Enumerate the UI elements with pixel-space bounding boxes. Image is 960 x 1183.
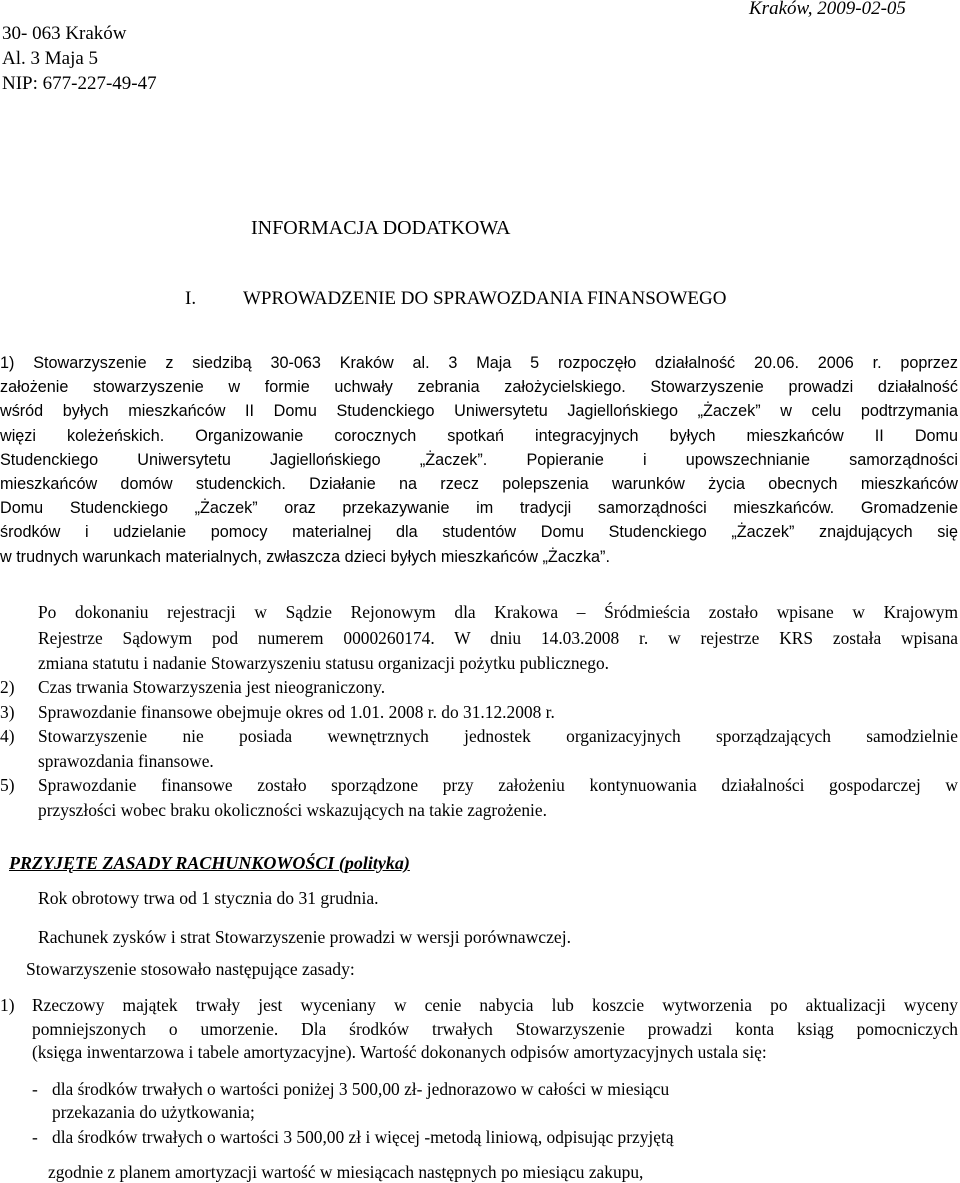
dash-item: - dla środków trwałych o wartości 3 500,00 zł i więcej -metodą liniową, odpisując przyjętą: [32, 1127, 674, 1147]
paragraph-line: założenie stowarzyszenie w formie uchwały zebrania założycielskiego. Stowarzyszenie prowadzi działalność: [0, 378, 958, 397]
list-item: [0, 675, 958, 700]
fiscal-year-line: Rok obrotowy trwa od 1 stycznia do 31 grudnia.: [38, 888, 379, 908]
list-item: [0, 724, 958, 773]
document-title: INFORMACJA DODATKOWA: [251, 217, 511, 239]
list-item: [0, 773, 958, 822]
paragraph-line: zmiana statutu i nadanie Stowarzyszeniu statusu organizacji pożytku publicznego.: [38, 653, 609, 673]
item-text: Stowarzyszenie nie posiada wewnętrznych jednostek organizacyjnych sporządzających samodzielnie: [38, 726, 958, 746]
address-line-2: Al. 3 Maja 5: [2, 48, 99, 69]
numbered-list: [0, 675, 958, 822]
policy-heading: PRZYJĘTE ZASADY RACHUNKOWOŚCI (polityka): [9, 853, 410, 873]
paragraph-line: 1) Stowarzyszenie z siedzibą 30-063 Kraków al. 3 Maja 5 rozpoczęło działalność 20.06. 2006 r. poprzez: [0, 354, 958, 372]
registration-paragraph: [38, 600, 958, 677]
paragraph-line: Domu Studenckiego „Żaczek” oraz przekazywanie im tradycji samorządności mieszkańców. Gromadzenie: [0, 499, 958, 518]
paragraph-line: mieszkańców domów studenckich. Działanie na rzecz polepszenia warunków życia obecnych mieszkańców: [0, 475, 958, 494]
item-text: (księga inwentarzowa i tabele amortyzacyjne). Wartość dokonanych odpisów amortyzacyjnych ustala się:: [32, 1042, 767, 1062]
item-number: 5): [0, 775, 15, 795]
nip-number: NIP: 677-227-49-47: [2, 73, 157, 94]
dash-continuation: zgodnie z planem amortyzacji wartość w miesiącach następnych po miesiącu zakupu,: [48, 1162, 644, 1182]
principles-intro: Stowarzyszenie stosowało następujące zasady:: [26, 959, 355, 979]
document-date: Kraków, 2009-02-05: [749, 0, 906, 19]
section-heading: WPROWADZENIE DO SPRAWOZDANIA FINANSOWEGO: [243, 288, 727, 309]
policy-item: [0, 994, 958, 1065]
item-number: 2): [0, 677, 15, 697]
item-text: Sprawozdanie finansowe obejmuje okres od 1.01. 2008 r. do 31.12.2008 r.: [38, 701, 555, 722]
section-number: I.: [185, 288, 197, 309]
intro-paragraph: [0, 351, 958, 569]
item-text: pomniejszonych o umorzenie. Dla środków trwałych Stowarzyszenie prowadzi konta ksiąg pomocniczych: [32, 1018, 958, 1039]
paragraph-line: Rejestrze Sądowym pod numerem 0000260174. W dniu 14.03.2008 r. w rejestrze KRS została wpisana: [38, 627, 958, 648]
item-number: 4): [0, 726, 15, 746]
address-line-1: 30- 063 Kraków: [2, 23, 127, 44]
list-item: [0, 700, 958, 725]
paragraph-line: w trudnych warunkach materialnych, zwłaszcza dzieci byłych mieszkańców „Żaczka”.: [0, 547, 610, 566]
paragraph-line: środków i udzielanie pomocy materialnej dla studentów Domu Studenckiego „Żaczek” znajdujących się: [0, 523, 958, 542]
item-number: 3): [0, 701, 15, 722]
income-statement-line: Rachunek zysków i strat Stowarzyszenie prowadzi w wersji porównawczej.: [38, 927, 572, 947]
dash-text: dla środków trwałych o wartości poniżej 3 500,00 zł- jednorazowo w całości w miesiącu: [52, 1079, 670, 1099]
item-text: przyszłości wobec braku okoliczności wskazujących na takie zagrożenie.: [38, 799, 547, 820]
dash-text: dla środków trwałych o wartości 3 500,00 zł i więcej -metodą liniową, odpisując przyjętą: [52, 1127, 674, 1147]
dash-text: przekazania do użytkowania;: [52, 1102, 255, 1122]
item-text: sprawozdania finansowe.: [38, 750, 214, 771]
item-number: 1): [0, 995, 15, 1015]
paragraph-line: wśród byłych mieszkańców II Domu Studenckiego Uniwersytetu Jagiellońskiego „Żaczek” w celu podtrzymania: [0, 402, 958, 421]
item-text: Sprawozdanie finansowe zostało sporządzone przy założeniu kontynuowania działalności gospodarczej w: [38, 775, 958, 795]
item-text: Rzeczowy majątek trwały jest wyceniany w cenie nabycia lub koszcie wytworzenia po aktualizacji wyceny: [32, 995, 958, 1015]
item-text: Czas trwania Stowarzyszenia jest nieograniczony.: [38, 677, 386, 697]
paragraph-line: Studenckiego Uniwersytetu Jagiellońskiego „Żaczek”. Popieranie i upowszechnianie samorządności: [0, 450, 958, 469]
paragraph-line: Po dokonaniu rejestracji w Sądzie Rejonowym dla Krakowa – Śródmieścia zostało wpisane w Krajowym: [38, 602, 958, 622]
paragraph-line: więzi koleżeńskich. Organizowanie corocznych spotkań integracyjnych byłych mieszkańców II Domu: [0, 426, 958, 445]
dash-item: - dla środków trwałych o wartości poniżej 3 500,00 zł- jednorazowo w całości w miesiącu przekazania do użytkowania;: [32, 1079, 670, 1122]
